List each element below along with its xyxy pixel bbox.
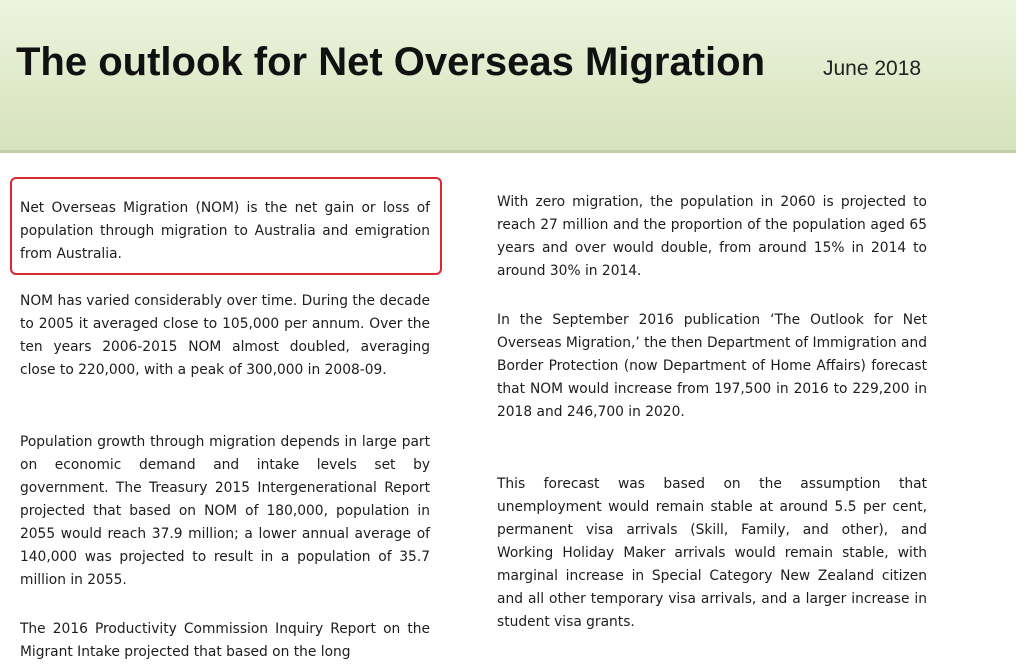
page-title: The outlook for Net Overseas Migration [16,40,766,84]
document-header [0,0,1016,153]
body-paragraph: The 2016 Productivity Commission Inquiry Report on the Migrant Intake projected that based on the long [20,621,430,660]
definition-paragraph: Net Overseas Migration (NOM) is the net gain or loss of population through migration to Australia and emigration from Australia. [20,200,430,262]
publication-date: June 2018 [823,57,922,80]
body-paragraph: Population growth through migration depends in large part on economic demand and intake levels set by government. The Treasury 2015 Intergenerational Report projected that based on NOM of 180,000, population in 2055 would reach 37.9 million; a lower annual average of 140,000 was projected to result in a population of 35.7 million in 2055. [20,434,430,588]
body-paragraph: In the September 2016 publication ‘The Outlook for Net Overseas Migration,’ the then Department of Immigration and Border Protection (now Department of Home Affairs) forecast that NOM would increase from 197,500 in 2016 to 229,200 in 2018 and 246,700 in 2020. [497,312,927,420]
body-paragraph: This forecast was based on the assumption that unemployment would remain stable at around 5.5 per cent, permanent visa arrivals (Skill, Family, and other), and Working Holiday Maker arrivals would remain stable, with marginal increase in Special Category New Zealand citizen and all other temporary visa arrivals, and a larger increase in student visa grants. [497,476,927,630]
body-paragraph: With zero migration, the population in 2060 is projected to reach 27 million and the proportion of the population aged 65 years and over would double, from around 15% in 2014 to around 30% in 2014. [497,194,927,279]
body-paragraph: NOM has varied considerably over time. During the decade to 2005 it averaged close to 105,000 per annum. Over the ten years 2006-2015 NOM almost doubled, averaging close to 220,000, with a peak of 300,000 in 2008-09. [20,293,430,378]
